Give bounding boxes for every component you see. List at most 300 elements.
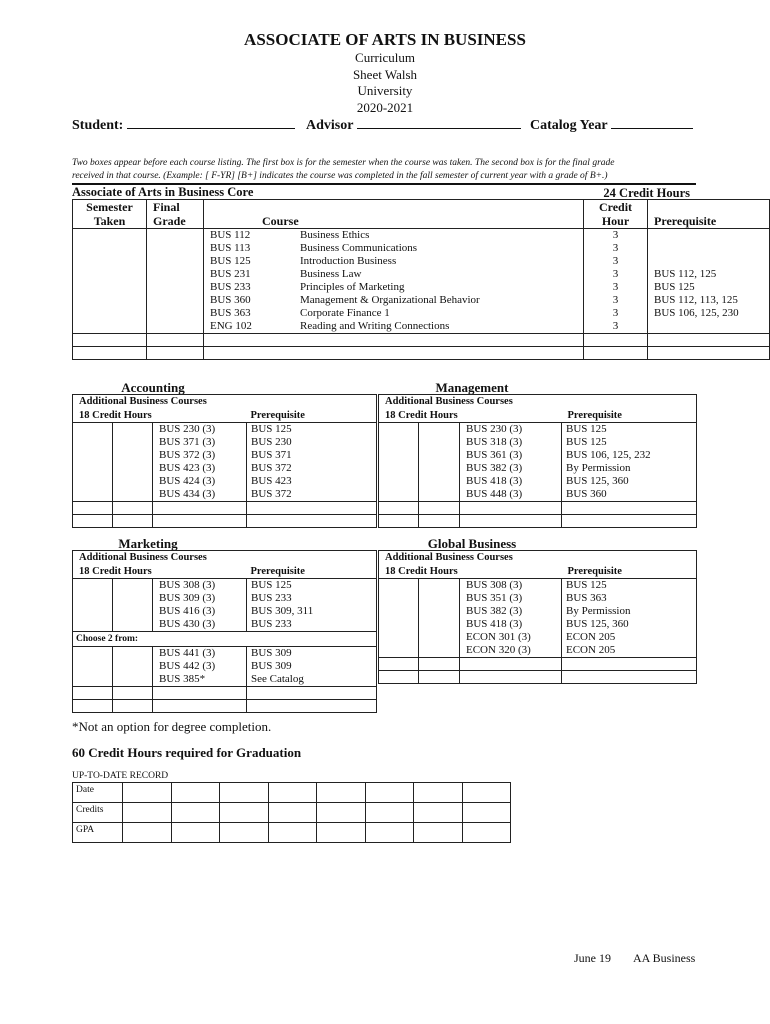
final-grade-box[interactable] xyxy=(147,242,204,255)
elective-row xyxy=(73,579,377,593)
record-cell[interactable] xyxy=(171,823,220,843)
blank-cell[interactable] xyxy=(73,347,147,360)
credit-hour-cell: 3 xyxy=(584,268,648,281)
semester-taken-box[interactable] xyxy=(379,423,419,437)
record-cell[interactable] xyxy=(414,783,463,803)
blank-cell[interactable] xyxy=(379,502,419,515)
core-table xyxy=(72,199,770,360)
marketing-title: Marketing xyxy=(118,536,178,551)
course-row xyxy=(73,320,770,334)
blank-row xyxy=(379,671,697,684)
final-grade-box[interactable] xyxy=(113,449,153,462)
catalog-year-label: Catalog Year xyxy=(530,118,608,133)
credit-hours-text: 18 Credit Hours xyxy=(385,409,458,421)
course-cell: BUS 441 (3) xyxy=(153,647,247,661)
credit-hours-text: 18 Credit Hours xyxy=(79,565,152,577)
catalog-year-field[interactable] xyxy=(530,114,693,134)
blank-cell[interactable] xyxy=(113,502,153,515)
subheader-text: Additional Business Courses xyxy=(79,552,207,563)
blank-cell[interactable] xyxy=(584,334,648,347)
student-field[interactable] xyxy=(72,114,295,134)
choose-row xyxy=(73,632,377,647)
semester-taken-box[interactable] xyxy=(73,618,113,632)
course-cell: BUS 434 (3) xyxy=(153,488,247,502)
elective-row xyxy=(73,660,377,673)
credit-hour-header xyxy=(584,200,648,229)
course-name: Business Communications xyxy=(300,242,418,254)
credit-hour-cell: 3 xyxy=(584,307,648,320)
catalog-year-line[interactable] xyxy=(611,114,693,129)
prerequisite-cell: BUS 309, 311 xyxy=(247,605,377,618)
accounting-subheader xyxy=(73,395,247,423)
final-grade-box[interactable] xyxy=(113,423,153,437)
elective-row xyxy=(379,605,697,618)
course-row xyxy=(73,307,770,320)
record-cell[interactable] xyxy=(123,823,172,843)
final-grade-box[interactable] xyxy=(419,579,460,593)
course-cell: BUS 351 (3) xyxy=(460,592,562,605)
subtitle-line: Sheet Walsh xyxy=(352,66,418,82)
blank-cell[interactable] xyxy=(562,502,697,515)
footer-label: AA Business xyxy=(633,951,696,965)
course-cell xyxy=(204,255,584,268)
instructions-line: Two boxes appear before each course listing. The first box is for the semester when the course was taken. The second box is for the final grade xyxy=(72,158,615,168)
semester-taken-box[interactable] xyxy=(379,449,419,462)
final-grade-box[interactable] xyxy=(147,307,204,320)
advisor-label: Advisor xyxy=(306,118,354,133)
semester-taken-box[interactable] xyxy=(73,229,147,243)
elective-row xyxy=(73,475,377,488)
elective-row xyxy=(379,449,697,462)
prerequisite-cell: BUS 371 xyxy=(247,449,377,462)
elective-row xyxy=(379,579,697,593)
record-cell[interactable] xyxy=(220,823,269,843)
management-subheader xyxy=(379,395,562,423)
semester-taken-box[interactable] xyxy=(73,488,113,502)
subtitle-line: 2020-2021 xyxy=(356,99,414,115)
record-row-label: GPA xyxy=(73,823,123,843)
record-cell[interactable] xyxy=(414,823,463,843)
prerequisite-cell: BUS 309 xyxy=(247,660,377,673)
elective-row xyxy=(73,423,377,437)
course-row xyxy=(73,229,770,243)
course-name: Principles of Marketing xyxy=(300,281,405,293)
record-row xyxy=(73,823,511,843)
blank-cell[interactable] xyxy=(648,334,770,347)
semester-taken-box[interactable] xyxy=(73,268,147,281)
semester-taken-box[interactable] xyxy=(379,644,419,658)
semester-taken-box[interactable] xyxy=(379,475,419,488)
prerequisite-cell: BUS 230 xyxy=(247,436,377,449)
course-cell: BUS 382 (3) xyxy=(460,605,562,618)
record-cell[interactable] xyxy=(462,823,511,843)
semester-taken-box[interactable] xyxy=(73,423,113,437)
semester-taken-box[interactable] xyxy=(73,449,113,462)
prerequisite-cell xyxy=(648,255,770,268)
credit-hours-text: 18 Credit Hours xyxy=(79,409,152,421)
elective-row xyxy=(379,592,697,605)
blank-cell[interactable] xyxy=(247,687,377,700)
course-cell: BUS 448 (3) xyxy=(460,488,562,502)
student-label: Student: xyxy=(72,118,124,133)
credit-hour-cell: 3 xyxy=(584,320,648,334)
management-header-row xyxy=(379,395,697,423)
blank-cell[interactable] xyxy=(247,502,377,515)
subheader-text: Additional Business Courses xyxy=(79,396,207,407)
final-grade-box[interactable] xyxy=(419,488,460,502)
final-grade-box[interactable] xyxy=(113,462,153,475)
blank-cell[interactable] xyxy=(73,700,113,713)
graduation-requirement: 60 Credit Hours required for Graduation xyxy=(72,745,302,760)
accounting-table xyxy=(72,394,377,528)
record-title: UP-TO-DATE RECORD xyxy=(72,771,169,781)
semester-taken-box[interactable] xyxy=(73,579,113,593)
record-cell[interactable] xyxy=(365,823,414,843)
semester-taken-box[interactable] xyxy=(73,462,113,475)
prerequisite-cell: BUS 125 xyxy=(247,579,377,593)
course-row xyxy=(73,268,770,281)
course-code: BUS 233 xyxy=(210,281,251,293)
blank-cell[interactable] xyxy=(584,347,648,360)
elective-row xyxy=(73,673,377,687)
advisor-field[interactable] xyxy=(306,114,521,134)
elective-row xyxy=(73,592,377,605)
prerequisite-cell: BUS 125, 360 xyxy=(562,475,697,488)
semester-taken-box[interactable] xyxy=(379,488,419,502)
prerequisite-cell: See Catalog xyxy=(247,673,377,687)
prerequisite-cell: BUS 372 xyxy=(247,462,377,475)
record-row xyxy=(73,783,511,803)
credit-hour-cell: 3 xyxy=(584,229,648,243)
semester-taken-box[interactable] xyxy=(379,579,419,593)
global-business-subheader xyxy=(379,551,562,579)
record-cell[interactable] xyxy=(365,783,414,803)
blank-cell[interactable] xyxy=(419,515,460,528)
core-title: Associate of Arts in Business Core xyxy=(72,185,254,199)
semester-taken-box[interactable] xyxy=(73,294,147,307)
blank-cell[interactable] xyxy=(73,502,113,515)
management-prereq-header: Prerequisite xyxy=(562,395,697,423)
marketing-prereq-header: Prerequisite xyxy=(247,551,377,579)
course-cell: BUS 308 (3) xyxy=(460,579,562,593)
elective-row xyxy=(379,618,697,631)
semester-taken-box[interactable] xyxy=(379,462,419,475)
blank-cell[interactable] xyxy=(204,347,584,360)
course-cell: BUS 382 (3) xyxy=(460,462,562,475)
record-table xyxy=(72,782,511,843)
final-grade-box[interactable] xyxy=(419,631,460,644)
blank-cell[interactable] xyxy=(419,671,460,684)
blank-cell[interactable] xyxy=(153,700,247,713)
blank-cell[interactable] xyxy=(460,671,562,684)
prerequisite-cell: BUS 423 xyxy=(247,475,377,488)
elective-row xyxy=(73,436,377,449)
header-text: Final xyxy=(153,200,180,214)
final-grade-box[interactable] xyxy=(419,644,460,658)
course-cell xyxy=(204,307,584,320)
elective-row xyxy=(379,436,697,449)
blank-cell[interactable] xyxy=(113,700,153,713)
final-grade-box[interactable] xyxy=(113,488,153,502)
final-grade-header xyxy=(147,200,204,229)
final-grade-box[interactable] xyxy=(113,592,153,605)
semester-taken-box[interactable] xyxy=(379,436,419,449)
record-cell[interactable] xyxy=(268,823,317,843)
final-grade-box[interactable] xyxy=(419,462,460,475)
final-grade-box[interactable] xyxy=(113,660,153,673)
elective-row xyxy=(73,618,377,632)
semester-taken-box[interactable] xyxy=(73,307,147,320)
final-grade-box[interactable] xyxy=(147,268,204,281)
blank-cell[interactable] xyxy=(204,334,584,347)
course-cell: BUS 318 (3) xyxy=(460,436,562,449)
blank-cell[interactable] xyxy=(562,515,697,528)
blank-row xyxy=(379,502,697,515)
semester-taken-box[interactable] xyxy=(379,618,419,631)
semester-taken-box[interactable] xyxy=(73,255,147,268)
final-grade-box[interactable] xyxy=(113,579,153,593)
record-cell[interactable] xyxy=(123,783,172,803)
prerequisite-cell: BUS 106, 125, 230 xyxy=(648,307,770,320)
course-code: BUS 113 xyxy=(210,242,251,254)
global-business-title: Global Business xyxy=(427,536,517,551)
prerequisite-cell xyxy=(648,229,770,243)
elective-row xyxy=(379,631,697,644)
semester-taken-box[interactable] xyxy=(73,592,113,605)
semester-taken-box[interactable] xyxy=(379,605,419,618)
footer-date: June 19 xyxy=(574,951,611,965)
course-cell xyxy=(204,281,584,294)
blank-cell[interactable] xyxy=(419,502,460,515)
blank-cell[interactable] xyxy=(460,515,562,528)
blank-cell[interactable] xyxy=(419,658,460,671)
record-cell[interactable] xyxy=(123,803,172,823)
course-cell: BUS 385* xyxy=(153,673,247,687)
course-header: Course xyxy=(204,200,584,229)
blank-cell[interactable] xyxy=(379,515,419,528)
blank-row xyxy=(73,700,377,713)
semester-taken-box[interactable] xyxy=(379,631,419,644)
course-cell: BUS 371 (3) xyxy=(153,436,247,449)
course-cell xyxy=(204,229,584,243)
semester-taken-box[interactable] xyxy=(73,281,147,294)
course-cell: BUS 308 (3) xyxy=(153,579,247,593)
header-text: Credit xyxy=(598,200,633,214)
prerequisite-cell xyxy=(648,320,770,334)
final-grade-box[interactable] xyxy=(113,475,153,488)
record-cell[interactable] xyxy=(220,803,269,823)
course-cell: BUS 230 (3) xyxy=(460,423,562,437)
course-cell: BUS 416 (3) xyxy=(153,605,247,618)
record-cell[interactable] xyxy=(317,823,366,843)
record-cell[interactable] xyxy=(317,803,366,823)
accounting-prereq-header: Prerequisite xyxy=(247,395,377,423)
prerequisite-cell xyxy=(648,242,770,255)
prerequisite-cell: BUS 106, 125, 232 xyxy=(562,449,697,462)
subtitle-line: Curriculum xyxy=(355,50,415,65)
blank-cell[interactable] xyxy=(379,658,419,671)
prerequisite-cell: BUS 233 xyxy=(247,618,377,632)
prerequisite-cell: By Permission xyxy=(562,462,697,475)
blank-cell[interactable] xyxy=(247,515,377,528)
final-grade-box[interactable] xyxy=(419,475,460,488)
final-grade-box[interactable] xyxy=(113,673,153,687)
subtitle-block xyxy=(0,50,770,116)
prerequisite-cell: BUS 125, 360 xyxy=(562,618,697,631)
course-row xyxy=(73,294,770,307)
blank-cell[interactable] xyxy=(247,700,377,713)
final-grade-box[interactable] xyxy=(419,449,460,462)
accounting-title: Accounting xyxy=(121,380,185,395)
final-grade-box[interactable] xyxy=(147,229,204,243)
course-name: Business Ethics xyxy=(300,229,370,241)
elective-row xyxy=(379,462,697,475)
final-grade-box[interactable] xyxy=(419,436,460,449)
core-credit-total: 24 Credit Hours xyxy=(603,186,690,200)
course-code: BUS 231 xyxy=(210,268,251,280)
blank-cell[interactable] xyxy=(460,502,562,515)
core-header-row xyxy=(73,200,770,229)
student-line[interactable] xyxy=(127,114,295,129)
final-grade-box[interactable] xyxy=(113,605,153,618)
course-cell xyxy=(204,268,584,281)
course-cell: BUS 361 (3) xyxy=(460,449,562,462)
prerequisite-cell: BUS 309 xyxy=(247,647,377,661)
blank-cell[interactable] xyxy=(153,687,247,700)
blank-cell[interactable] xyxy=(113,687,153,700)
record-cell[interactable] xyxy=(414,803,463,823)
semester-taken-box[interactable] xyxy=(73,242,147,255)
marketing-header-row xyxy=(73,551,377,579)
record-cell[interactable] xyxy=(462,803,511,823)
prerequisite-cell: BUS 125 xyxy=(562,579,697,593)
course-code: BUS 360 xyxy=(210,294,251,306)
final-grade-box[interactable] xyxy=(419,618,460,631)
course-cell: BUS 230 (3) xyxy=(153,423,247,437)
course-name: Introduction Business xyxy=(300,255,397,267)
header-text: Taken xyxy=(93,214,126,228)
final-grade-box[interactable] xyxy=(419,605,460,618)
semester-taken-box[interactable] xyxy=(73,605,113,618)
elective-row xyxy=(73,605,377,618)
blank-cell[interactable] xyxy=(562,671,697,684)
record-cell[interactable] xyxy=(171,783,220,803)
final-grade-box[interactable] xyxy=(147,281,204,294)
elective-row xyxy=(379,475,697,488)
record-cell[interactable] xyxy=(220,783,269,803)
course-cell: BUS 442 (3) xyxy=(153,660,247,673)
record-cell[interactable] xyxy=(268,803,317,823)
final-grade-box[interactable] xyxy=(113,436,153,449)
credit-hour-cell: 3 xyxy=(584,281,648,294)
marketing-subheader xyxy=(73,551,247,579)
blank-cell[interactable] xyxy=(147,334,204,347)
elective-row xyxy=(73,462,377,475)
instructions-line: received in that course. (Example: [ F-YR] [B+] indicates the course was completed in the fall semester of current year with a grade of B+.) xyxy=(72,171,608,181)
footnote: *Not an option for degree completion. xyxy=(72,719,272,734)
course-name: Reading and Writing Connections xyxy=(300,320,450,332)
global-business-table xyxy=(378,550,697,684)
course-cell: BUS 418 (3) xyxy=(460,475,562,488)
blank-cell[interactable] xyxy=(147,347,204,360)
choose-label: Choose 2 from: xyxy=(73,632,377,647)
course-name: Corporate Finance 1 xyxy=(300,307,390,319)
prerequisite-cell: BUS 372 xyxy=(247,488,377,502)
credit-hour-cell: 3 xyxy=(584,294,648,307)
course-row xyxy=(73,255,770,268)
semester-taken-box[interactable] xyxy=(73,320,147,334)
course-cell xyxy=(204,320,584,334)
course-cell: BUS 424 (3) xyxy=(153,475,247,488)
record-cell[interactable] xyxy=(462,783,511,803)
global-business-header-row xyxy=(379,551,697,579)
final-grade-box[interactable] xyxy=(419,423,460,437)
course-cell: BUS 372 (3) xyxy=(153,449,247,462)
semester-taken-box[interactable] xyxy=(379,592,419,605)
course-cell: BUS 430 (3) xyxy=(153,618,247,632)
record-cell[interactable] xyxy=(317,783,366,803)
global-business-prereq-header: Prerequisite xyxy=(562,551,697,579)
semester-taken-box[interactable] xyxy=(73,647,113,661)
blank-cell[interactable] xyxy=(562,658,697,671)
blank-cell[interactable] xyxy=(73,334,147,347)
elective-row xyxy=(379,488,697,502)
final-grade-box[interactable] xyxy=(419,592,460,605)
blank-cell[interactable] xyxy=(73,515,113,528)
final-grade-box[interactable] xyxy=(113,647,153,661)
header-text: Grade xyxy=(153,214,186,228)
subheader-text: Additional Business Courses xyxy=(385,396,513,407)
header-text: Hour xyxy=(601,214,630,228)
blank-cell[interactable] xyxy=(153,502,247,515)
credit-hours-text: 18 Credit Hours xyxy=(385,565,458,577)
blank-cell[interactable] xyxy=(648,347,770,360)
course-row xyxy=(73,281,770,294)
record-cell[interactable] xyxy=(365,803,414,823)
elective-row xyxy=(73,647,377,661)
record-cell[interactable] xyxy=(268,783,317,803)
semester-taken-header xyxy=(73,200,147,229)
blank-cell[interactable] xyxy=(73,687,113,700)
blank-row xyxy=(379,658,697,671)
semester-taken-box[interactable] xyxy=(73,673,113,687)
elective-row xyxy=(73,488,377,502)
final-grade-box[interactable] xyxy=(147,255,204,268)
blank-cell[interactable] xyxy=(113,515,153,528)
final-grade-box[interactable] xyxy=(147,294,204,307)
semester-taken-box[interactable] xyxy=(73,475,113,488)
blank-row xyxy=(73,515,377,528)
blank-row xyxy=(379,515,697,528)
blank-cell[interactable] xyxy=(153,515,247,528)
prerequisite-cell: BUS 125 xyxy=(648,281,770,294)
advisor-line[interactable] xyxy=(357,114,521,129)
semester-taken-box[interactable] xyxy=(73,660,113,673)
final-grade-box[interactable] xyxy=(147,320,204,334)
prerequisite-cell: BUS 125 xyxy=(562,423,697,437)
prerequisite-cell: BUS 360 xyxy=(562,488,697,502)
final-grade-box[interactable] xyxy=(113,618,153,632)
blank-cell[interactable] xyxy=(460,658,562,671)
course-name: Management & Organizational Behavior xyxy=(300,294,480,306)
prerequisite-cell: ECON 205 xyxy=(562,631,697,644)
semester-taken-box[interactable] xyxy=(73,436,113,449)
record-cell[interactable] xyxy=(171,803,220,823)
course-cell: BUS 309 (3) xyxy=(153,592,247,605)
prerequisite-cell: BUS 125 xyxy=(562,436,697,449)
course-cell: ECON 320 (3) xyxy=(460,644,562,658)
blank-cell[interactable] xyxy=(379,671,419,684)
